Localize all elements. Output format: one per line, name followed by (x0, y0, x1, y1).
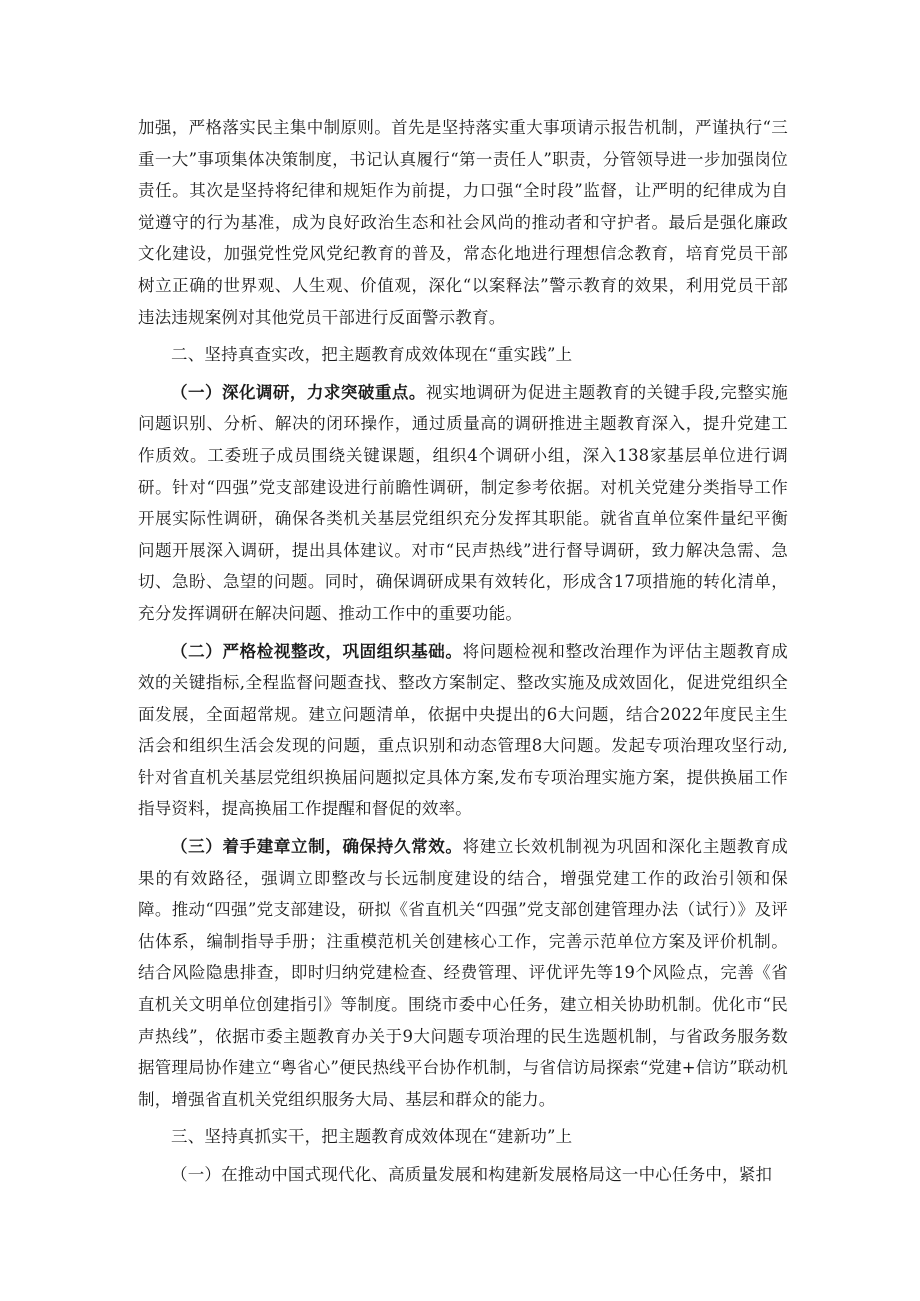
subheading-institutions: （三）着手建章立制，确保持久常效。 (171, 837, 463, 857)
subheading-research: （一）深化调研，力求突破重点。 (171, 382, 426, 402)
section-heading-2: 二、坚持真查实改，把主题教育成效体现在“重实践”上 (171, 345, 573, 365)
paragraph-rectification-body: 将问题检视和整改治理作为评估主题教育成效的关键指标,全程监督问题查找、整改方案制定、整改实施及成效固化，促进党组织全面发展，全面超常规。建立问题清单，依据中央提出的6大问题，结合2022年度民主生活会和组织生活会发现的问题，重点识别和动态管理8大问题。发起专项治理攻坚行动,针对省直机关基层党组织换届问题拟定具体方案,发布专项治理实施方案，提供换届工作指导资料，提高换届工作提醒和督促的效率。 (138, 641, 788, 819)
section-heading-3: 三、坚持真抓实干，把主题教育成效体现在“建新功”上 (171, 1127, 573, 1147)
paragraph-research (138, 377, 788, 630)
paragraph-institutions (138, 831, 788, 1115)
paragraph-modernization: （一）在推动中国式现代化、高质量发展和构建新发展格局这一中心任务中，紧扣 (171, 1165, 773, 1184)
paragraph-democratic-centralism: 加强，严格落实民主集中制原则。首先是坚持落实重大事项请示报告机制，严谨执行“三重一大”事项集体决策制度，书记认真履行“第一责任人”职责，分管领导进一步加强岗位责任。其次是坚持将纪律和规矩作为前提，力口强“全时段”监督，让严明的纪律成为自觉遵守的行为基准，成为良好政治生态和社会风尚的推动者和守护者。最后是强化廉政文化建设，加强党性党风党纪教育的普及，常态化地进行理想信念教育，培育党员干部树立正确的世界观、人生观、价值观，深化“以案释法”警示教育的效果，利用党员干部违法违规案例对其他党员干部进行反面警示教育。 (138, 118, 788, 327)
paragraph-institutions-body: 将建立长效机制视为巩固和深化主题教育成果的有效路径，强调立即整改与长远制度建设的结合，增强党建工作的政治引领和保障。推动“四强”党支部建设，研拟《省直机关“四强”党支部创建管理办法（试行）》及评估体系，编制指导手册；注重模范机关创建核心工作，完善示范单位方案及评价机制。结合风险隐患排查，即时归纳党建检查、经费管理、评优评先等19个风险点，完善《省直机关文明单位创建指引》等制度。围绕市委中心任务，建立相关协助机制。优化市“民声热线”，依据市委主题教育办关于9大问题专项治理的民生选题机制，与省政务服务数据管理局协作建立“粤省心”便民热线平台协作机制，与省信访局探索“党建+信访”联动机制，增强省直机关党组织服务大局、基层和群众的能力。 (138, 837, 788, 1109)
document-page (138, 112, 788, 1191)
paragraph-research-body: 视实地调研为促进主题教育的关键手段,完整实施问题识别、分析、解决的闭环操作，通过质量高的调研推进主题教育深入，提升党建工作质效。工委班子成员围绕关键课题，组织4个调研小组，深入138家基层单位进行调研。针对“四强”党支部建设进行前瞻性调研，制定参考依据。对机关党建分类指导工作开展实际性调研，确保各类机关基层党组织充分发挥其职能。就省直单位案件量纪平衡问题开展深入调研，提出具体建议。对市“民声热线”进行督导调研，致力解决急需、急切、急盼、急望的问题。同时，确保调研成果有效转化，形成含17项措施的转化清单，充分发挥调研在解决问题、推动工作中的重要功能。 (138, 382, 788, 623)
subheading-rectification: （二）严格检视整改，巩固组织基础。 (171, 641, 463, 661)
paragraph-rectification (138, 636, 788, 826)
